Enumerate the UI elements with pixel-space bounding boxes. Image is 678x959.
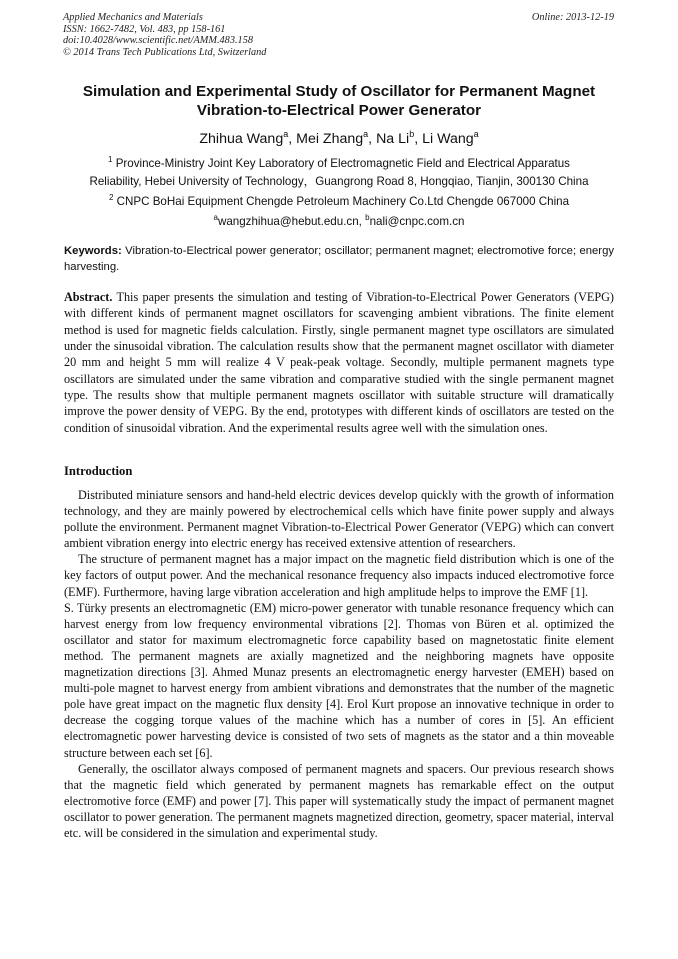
author-name: Na Li xyxy=(376,131,410,147)
paragraph: Generally, the oscillator always composed of permanent magnets and spacers. Our previous research shows that the magnetic field which generated by permanent magnets has remarkable effect on the output electromotive force (EMF) and power [7]. This paper will systematically study the impact of permanent magnet oscillator to power generation. The permanent magnets magnetized direction, geometry, spacer material, interval etc. will be considered in the simulation and experimental study. xyxy=(64,761,614,840)
author-affiliation-mark: a xyxy=(283,129,289,139)
author-affiliation-mark: a xyxy=(473,129,479,139)
journal-name: Applied Mechanics and Materials xyxy=(63,12,203,23)
author-emails xyxy=(40,213,638,231)
title-line-1: Simulation and Experimental Study of Oscillator for Permanent Magnet xyxy=(82,83,596,100)
affiliation-number: 2 xyxy=(108,193,114,202)
doi-line: doi:10.4028/www.scientific.net/AMM.483.158 xyxy=(63,35,253,47)
author-name: Mei Zhang xyxy=(296,131,364,147)
abstract xyxy=(64,289,614,436)
author-affiliation-mark: a xyxy=(363,129,369,139)
author-name: Zhihua Wang xyxy=(199,131,284,147)
paragraph: The structure of permanent magnet has a major impact on the magnetic field distribution which is one of the key factors of output power. And the mechanical resonance frequency also impacts induced electromotive force (EMF). Furthermore, having large vibration acceleration and high amplitude helps to improve the EMF [1]. xyxy=(64,552,614,599)
online-date: Online: 2013-12-19 xyxy=(531,12,614,23)
journal-header xyxy=(63,12,614,58)
abstract-text: This paper presents the simulation and testing of Vibration-to-Electrical Power Generators (VEPG) with different kinds of permanent magnet oscillators for scavenging ambient vibrations. The finite element method is used for magnetic fields calculation. Firstly, single permanent magnet type oscillators are simulated under the sinusoidal vibration. The calculation results show that the permanent magnet oscillator with diameter 20 mm and height 5 mm will realize 4 V peak-peak voltage. Secondly, multiple permanent magnets type oscillators are simulated under the same vibration and comparative studied with the single permanent magnet type. The results show that multiple permanent magnets oscillator with suitable structure will dramatically improve the power density of VEPG. By the end, prototypes with different kinds of oscillators are tested on the condition of sinusoidal vibration. And the experimental results agree well with the simulation ones. xyxy=(64,290,614,435)
keywords-text: Vibration-to-Electrical power generator; oscillator; permanent magnet; electromotive force; energy harvesting. xyxy=(64,245,614,273)
affiliation-1-line-1: Province-Ministry Joint Key Laboratory of Electromagnetic Field and Electrical Apparatus xyxy=(115,157,570,170)
author-affiliation-mark: b xyxy=(409,129,415,139)
abstract-label: Abstract. xyxy=(64,290,113,304)
keywords-label: Keywords: xyxy=(64,245,122,257)
copyright-line: © 2014 Trans Tech Publications Ltd, Switzerland xyxy=(63,46,267,58)
paper-title xyxy=(40,82,638,120)
affiliation-2 xyxy=(40,193,638,211)
paragraph: S. Türky presents an electromagnetic (EM) micro-power generator with tunable resonance frequency which can harvest energy from low frequency environmental vibrations [2]. Thomas von Büren et al. optimized the oscillator and stator for maximum electromagnetic force capability based on magnetostatic finite element method. The permanent magnets are axially magnetized and the neighboring magnets have opposite magnetization directions [3]. Ahmed Munaz presents an electromagnetic energy harvester (EMEH) based on multi-pole magnet to harvest energy from ambient vibrations and demonstrates that the number of the magnetic pole have great impact on the magnetic flux density [4]. Erol Kurt propose an innovative technique in order to decrease the cogging torque values of the machine which has a number of cores in [5]. An efficient electromagnetic power harvesting device is consisted of two sets of magnets as the stator and a thin moveable structure between each set [6]. xyxy=(64,600,614,760)
paragraph: Distributed miniature sensors and hand-held electric devices develop quickly with the growth of information technology, and they are mainly powered by electrochemical cells which have finite power supply and always pollute the environment. Permanent magnet Vibration-to-Electrical Power Generator (VEPG) which can convert ambient vibration energy into electric energy has received extensive attention of researchers. xyxy=(64,488,614,551)
author-list: Zhihua Wang$^a$, Mei Zhang$^a$, Na Li$^b$, Li Wang$^a$ xyxy=(199,129,479,147)
author-name: Li Wang xyxy=(422,131,474,147)
email-mark: b xyxy=(365,213,370,222)
affiliation-2-text: CNPC BoHai Equipment Chengde Petroleum Machinery Co.Ltd Chengde 067000 China xyxy=(116,195,570,208)
email-b[interactable]: nali@cnpc.com.cn xyxy=(369,215,465,228)
affiliation-number: 1 xyxy=(108,155,113,164)
title-line-2: Vibration-to-Electrical Power Generator xyxy=(196,102,482,119)
introduction-heading: Introduction xyxy=(64,464,133,478)
keywords xyxy=(64,244,614,275)
affiliation-1-line-2: Reliability, Hebei University of Technology，Guangrong Road 8, Hongqiao, Tianjin, 300130 China xyxy=(89,174,589,188)
introduction-body xyxy=(64,487,614,841)
email-a[interactable]: wangzhihua@hebut.edu.cn, xyxy=(217,215,366,228)
affiliation-1 xyxy=(40,155,638,190)
email-mark: a xyxy=(213,213,218,222)
issn-line: ISSN: 1662-7482, Vol. 483, pp 158-161 xyxy=(63,23,226,35)
